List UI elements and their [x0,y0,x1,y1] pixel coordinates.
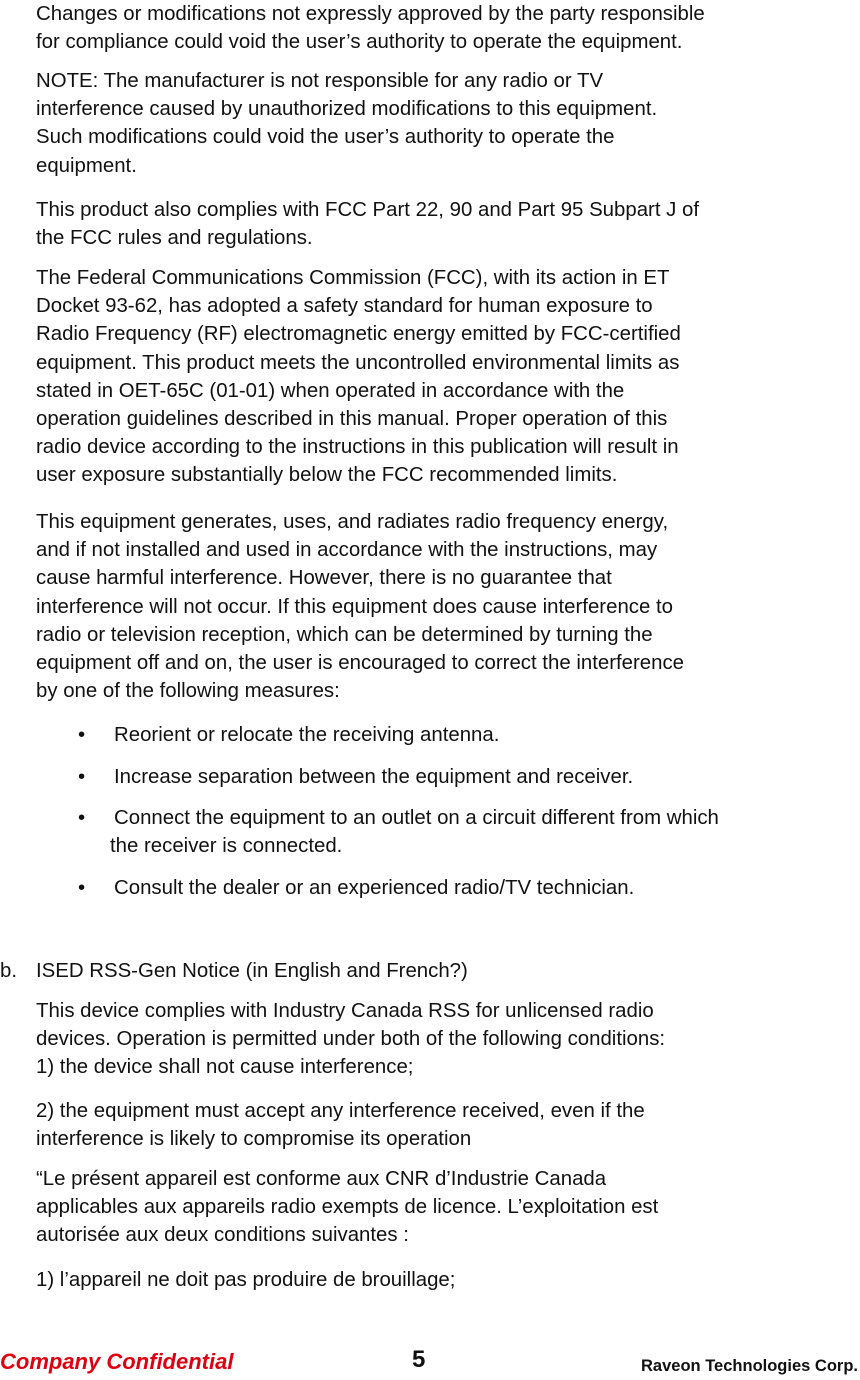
ised-french-condition-paragraph: 1) l’appareil ne doit pas produire de brouillage; [36,1269,456,1291]
fcc-note-paragraph: NOTE: The manufacturer is not responsible for any radio or TV interference caused by unauthorized modifications to this equipment. Such modifications could void the user’s authority to operate the equipment. [36,70,658,177]
list-item [78,804,858,860]
list-item-text: Connect the equipment to an outlet on a circuit different from which [114,807,719,829]
fcc-modifications-paragraph: Changes or modifications not expressly approved by the party responsible for compliance could void the user’s authority to operate the equipment. [36,3,705,54]
bullet-icon: • [78,877,86,899]
bullet-icon: • [78,724,86,746]
ised-condition-paragraph: 2) the equipment must accept any interference received, even if the interference is likely to compromise its operation [36,1100,645,1151]
page-number: 5 [412,1346,426,1373]
fcc-interference-paragraph: This equipment generates, uses, and radiates radio frequency energy, and if not installed and used in accordance with the instructions, may cause harmful interference. However, there is no guarantee that interference will not occur. If this equipment does cause interference to radio or television reception, which can be determined by turning the equipment off and on, the user is encouraged to correct the interference by one of the following measures: [36,511,684,703]
fcc-rf-exposure-paragraph: The Federal Communications Commission (FCC), with its action in ET Docket 93-62, has adopted a safety standard for human exposure to Radio Frequency (RF) electromagnetic energy emitted by FCC-certified equipment. This product meets the uncontrolled environmental limits as stated in OET-65C (01-01) when operated in accordance with the operation guidelines described in this manual. Proper operation of this radio device according to the instructions in this publication will result in user exposure substantially below the FCC recommended limits. [36,267,681,487]
company-name: Raveon Technologies Corp. [641,1357,858,1375]
section-label: b. [0,960,18,982]
fcc-part-compliance-paragraph: This product also complies with FCC Part 22, 90 and Part 95 Subpart J of the FCC rules and regulations. [36,199,700,250]
bullet-icon: • [78,766,86,788]
list-item [78,874,858,902]
list-item-text: Consult the dealer or an experienced radio/TV technician. [114,877,635,899]
bullet-icon: • [78,807,86,829]
list-item [78,721,858,749]
ised-english-paragraph: This device complies with Industry Canada RSS for unlicensed radio devices. Operation is permitted under both of the following conditions: 1) the device shall not cause interference; [36,1000,666,1079]
list-item [78,763,858,791]
list-item-text: Reorient or relocate the receiving antenna. [114,724,500,746]
confidential-label: Company Confidential [0,1349,234,1374]
list-item-text-continued: the receiver is connected. [110,835,343,858]
section-title: ISED RSS-Gen Notice (in English and French?) [36,960,468,982]
ised-french-paragraph: “Le présent appareil est conforme aux CNR d’Industrie Canada applicables aux appareils radio exempts de licence. L’exploitation est autorisée aux deux conditions suivantes : [36,1168,659,1247]
list-item-text: Increase separation between the equipment and receiver. [114,766,634,788]
page-footer [0,1348,860,1380]
